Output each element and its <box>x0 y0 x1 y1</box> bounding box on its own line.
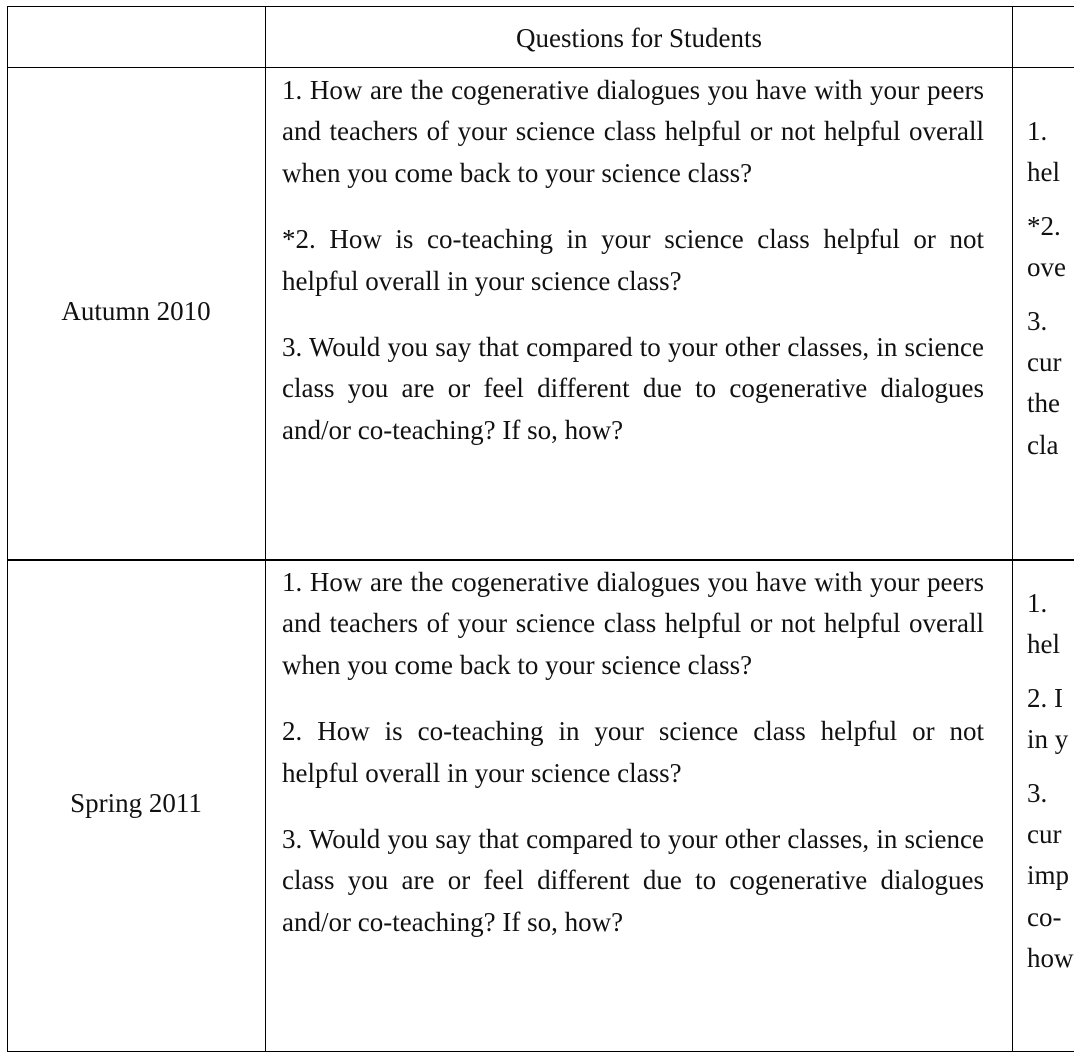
fragment: 2. I <box>1027 682 1063 713</box>
row-label-autumn-2010: Autumn 2010 <box>61 296 211 326</box>
fragment: co- <box>1027 901 1062 932</box>
fragment: cla <box>1027 429 1059 460</box>
question-2: *2. How is co-teaching in your science class helpful or not helpful overall in your science class? <box>282 224 984 296</box>
column-divider-1 <box>265 6 266 1052</box>
fragment: in y <box>1027 724 1069 755</box>
fragment: hel <box>1027 157 1060 188</box>
question-3: 3. Would you say that compared to your other classes, in science class you are or feel different due to cogenerative dialogues and/or co-teaching? If so, how? <box>282 332 984 445</box>
table-top-border <box>7 6 1074 7</box>
teacher-questions-spring-2011 <box>1027 583 1074 980</box>
fragment: 1. <box>1027 116 1048 146</box>
fragment: *2. <box>1027 210 1061 241</box>
teacher-questions-autumn-2010 <box>1027 111 1074 466</box>
fragment: 3. <box>1027 777 1048 808</box>
fragment: hel <box>1027 629 1060 660</box>
column-divider-2 <box>1012 6 1013 1052</box>
row-label-spring-2011: Spring 2011 <box>70 788 202 818</box>
fragment: the <box>1027 388 1060 419</box>
fragment: 1. <box>1027 588 1048 618</box>
header-col-student-questions: Questions for Students <box>516 23 762 53</box>
row-divider <box>7 559 1074 561</box>
question-1: 1. How are the cogenerative dialogues you have with your peers and teachers of your science class helpful or not helpful overall when you come back to your science class? <box>282 75 984 188</box>
fragment: cur <box>1027 347 1062 378</box>
student-questions-spring-2011 <box>282 562 984 943</box>
fragment: 3. <box>1027 305 1048 336</box>
fragment: imp <box>1027 860 1070 891</box>
student-questions-autumn-2010 <box>282 70 984 451</box>
fragment: how <box>1027 943 1074 974</box>
fragment: cur <box>1027 819 1062 850</box>
table-bottom-border <box>7 1051 1074 1052</box>
question-2: 2. How is co-teaching in your science class helpful or not helpful overall in your science class? <box>282 716 984 788</box>
fragment: ove <box>1027 252 1066 283</box>
question-1: 1. How are the cogenerative dialogues you have with your peers and teachers of your science class helpful or not helpful overall when you come back to your science class? <box>282 567 984 680</box>
table-left-border <box>7 6 8 1052</box>
question-3: 3. Would you say that compared to your other classes, in science class you are or feel different due to cogenerative dialogues and/or co-teaching? If so, how? <box>282 824 984 937</box>
